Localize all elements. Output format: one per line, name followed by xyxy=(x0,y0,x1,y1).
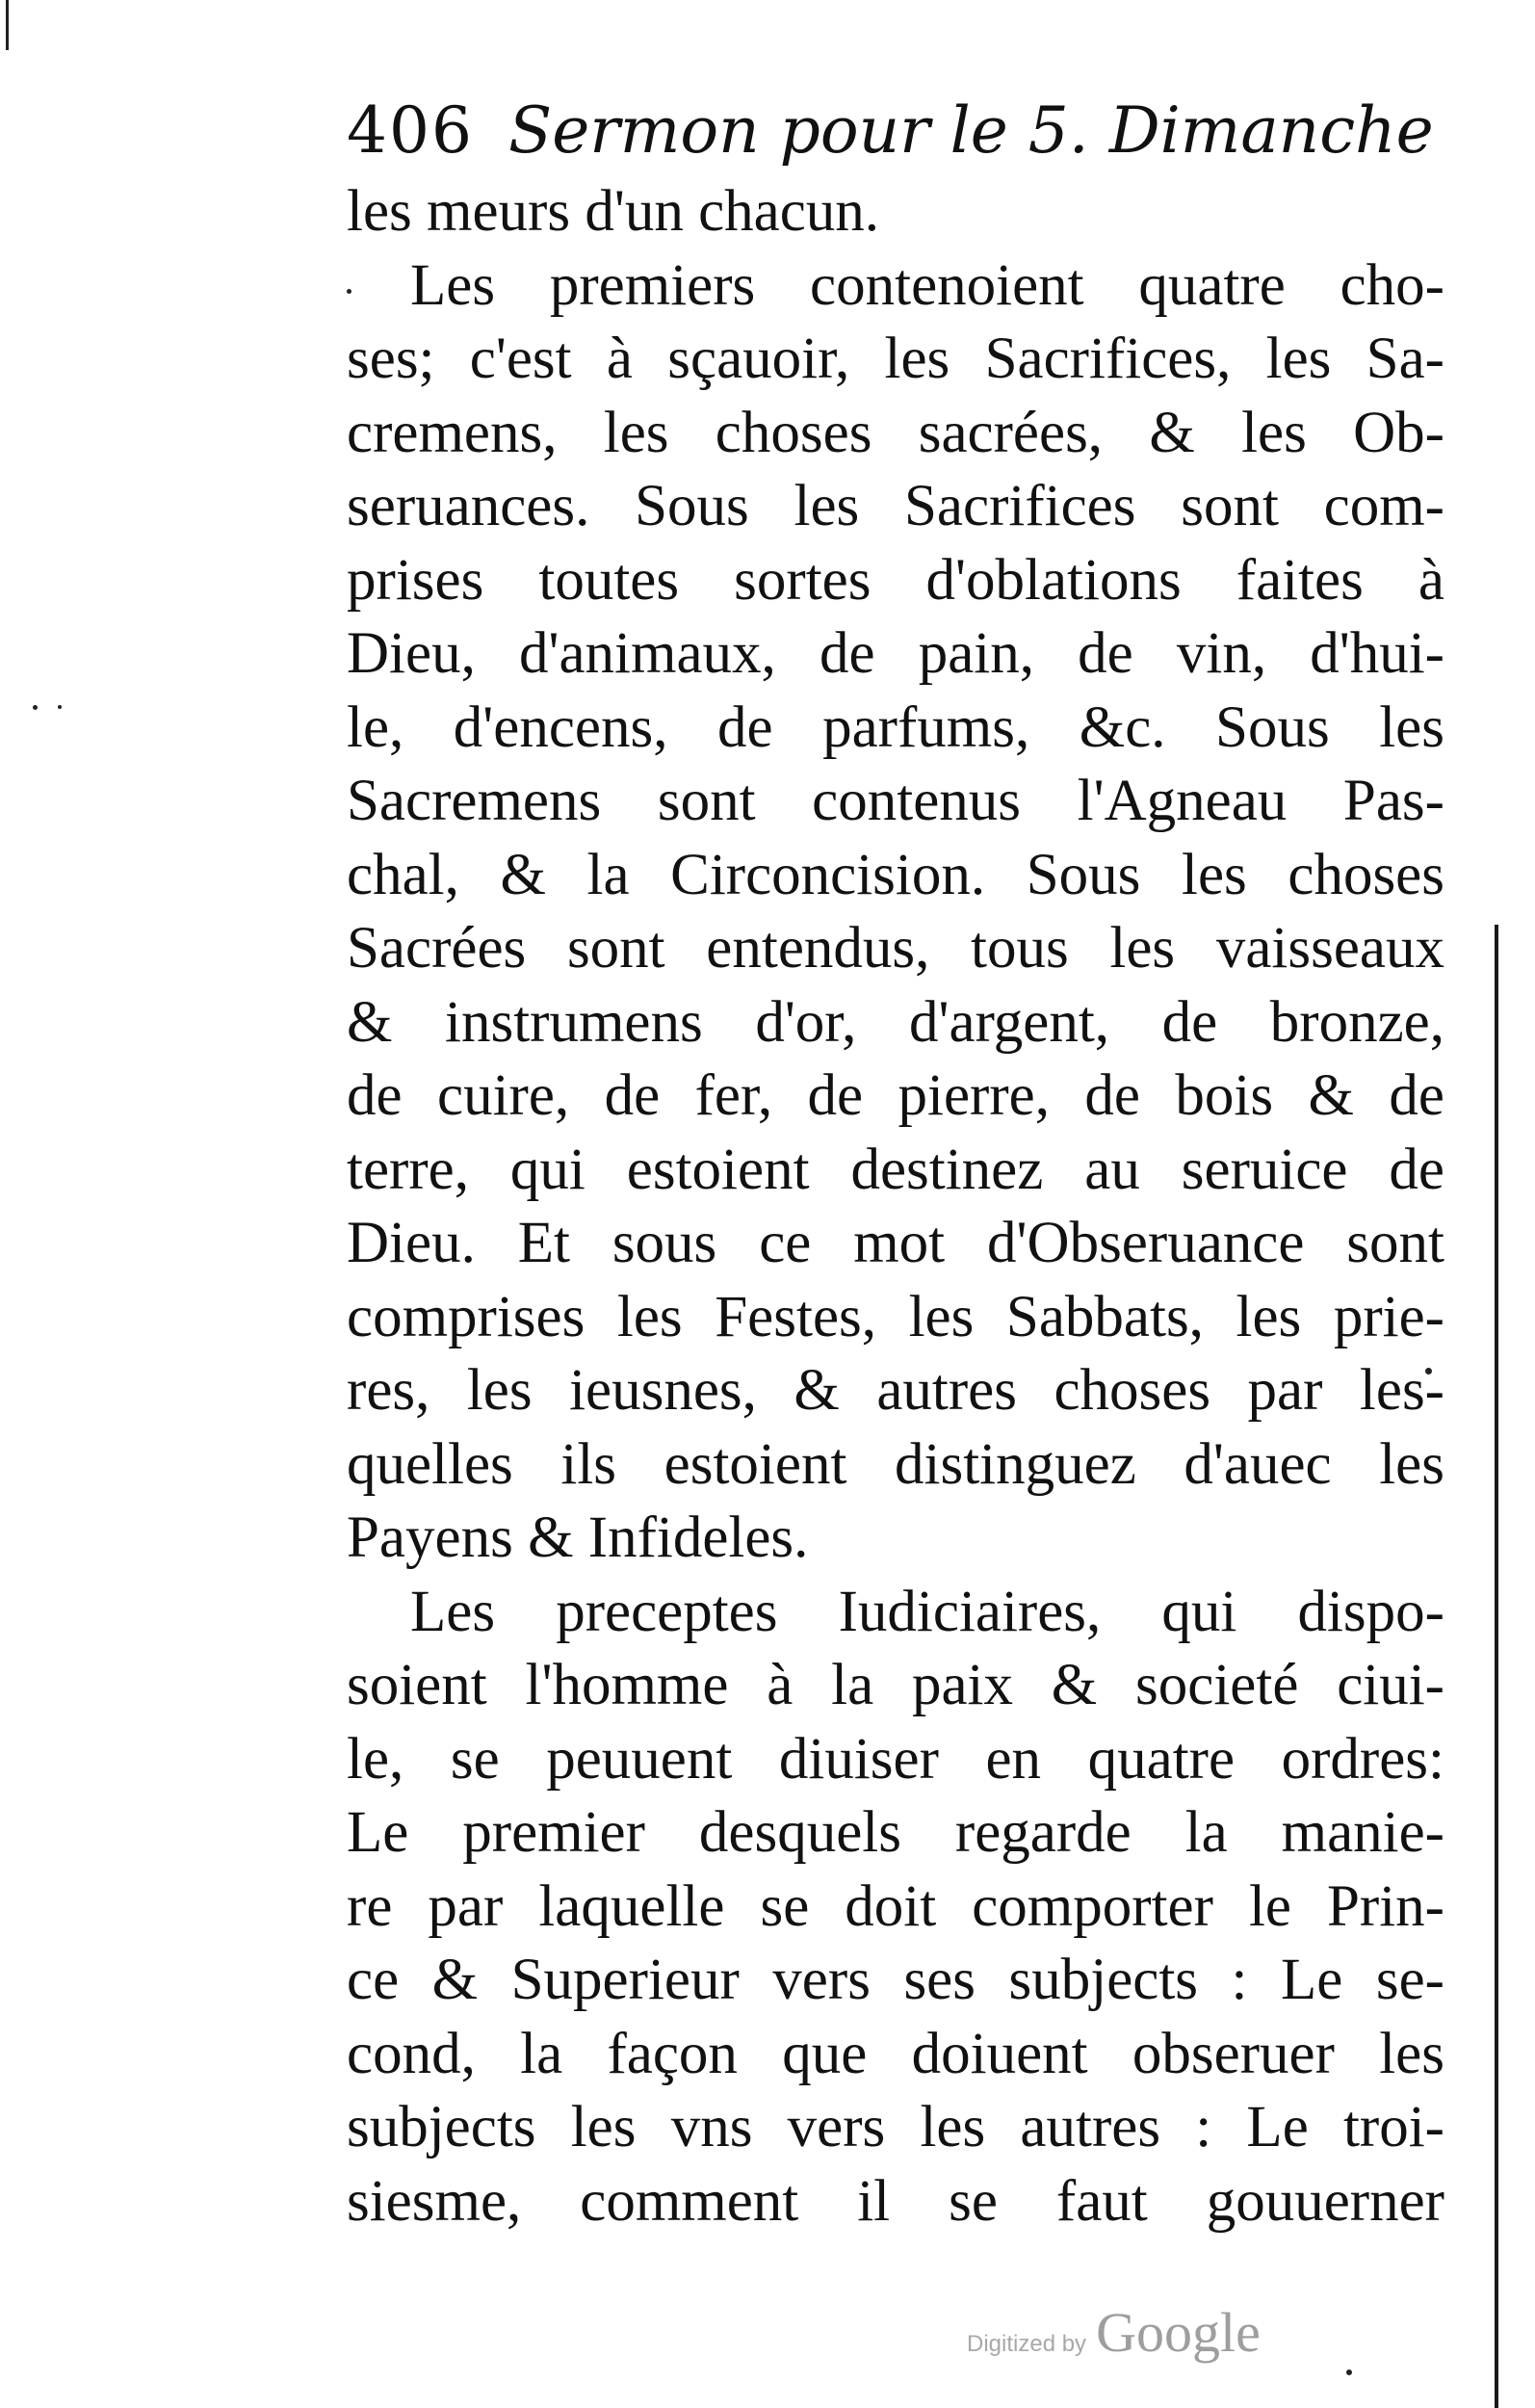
watermark-prefix: Digitized by xyxy=(967,2331,1087,2357)
scan-edge-right xyxy=(1495,925,1498,2408)
body-text xyxy=(347,175,1444,2238)
scan-edge-left xyxy=(6,0,9,50)
text-line: ce & Superieur vers ses subjects : Le se- xyxy=(347,1948,1444,2012)
running-title: Sermon pour le 5. Dimanche xyxy=(507,93,1434,168)
text-line: Les premiers contenoient quatre cho- xyxy=(410,252,1444,318)
text-line: Dieu, d'animaux, de pain, de vin, d'hui- xyxy=(347,621,1444,686)
page-number: 406 xyxy=(347,93,474,168)
text-line: soient l'homme à la paix & societé ciui- xyxy=(347,1653,1444,1717)
text-line: subjects les vns vers les autres : Le troi- xyxy=(347,2095,1444,2159)
text-line: & instrumens d'or, d'argent, de bronze, xyxy=(347,989,1444,1055)
ink-speck xyxy=(33,705,38,710)
text-line: cremens, les choses sacrées, & les Ob- xyxy=(347,400,1444,465)
text-line: re par laquelle se doit comporter le Prin- xyxy=(347,1873,1444,1939)
digitized-watermark xyxy=(967,2300,1261,2365)
page-header xyxy=(347,92,1444,175)
text-line: Les preceptes Iudiciaires, qui dispo- xyxy=(410,1579,1444,1644)
text-line: les meurs d'un chacun. xyxy=(347,179,880,244)
text-line: comprises les Festes, les Sabbats, les prie- xyxy=(347,1284,1444,1349)
text-line: Payens & Infideles. xyxy=(347,1505,809,1570)
text-line: chal, & la Circoncision. Sous les choses xyxy=(347,842,1444,907)
text-line: seruances. Sous les Sacrifices sont com- xyxy=(347,474,1444,538)
text-line: cond, la façon que doiuent obseruer les xyxy=(347,2021,1444,2086)
ink-speck xyxy=(58,705,62,709)
text-line: siesme, comment il se faut gouuerner xyxy=(347,2168,1444,2234)
google-logo: Google xyxy=(1096,2301,1261,2364)
text-line: Sacrées sont entendus, tous les vaisseaux xyxy=(347,916,1444,981)
text-line: Dieu. Et sous ce mot d'Obseruance sont xyxy=(347,1211,1444,1275)
text-line: Le premier desquels regarde la manie- xyxy=(347,1800,1444,1865)
text-line: le, d'encens, de parfums, &c. Sous les xyxy=(347,694,1444,760)
text-line: ses; c'est à sçauoir, les Sacrifices, les Sa- xyxy=(347,327,1444,391)
text-line: le, se peuuent diuiser en quatre ordres: xyxy=(347,1726,1444,1792)
text-line: Sacremens sont contenus l'Agneau Pas- xyxy=(347,769,1444,833)
text-line: prises toutes sortes d'oblations faites à xyxy=(347,547,1444,613)
text-line: quelles ils estoient distinguez d'auec les xyxy=(347,1431,1444,1497)
text-line: terre, qui estoient destinez au seruice de xyxy=(347,1137,1444,1202)
text-line: de cuire, de fer, de pierre, de bois & de xyxy=(347,1063,1444,1128)
text-line: res, les ieusnes, & autres choses par les- xyxy=(347,1358,1444,1423)
book-page xyxy=(347,92,1444,2238)
ink-speck xyxy=(1346,2369,1352,2375)
